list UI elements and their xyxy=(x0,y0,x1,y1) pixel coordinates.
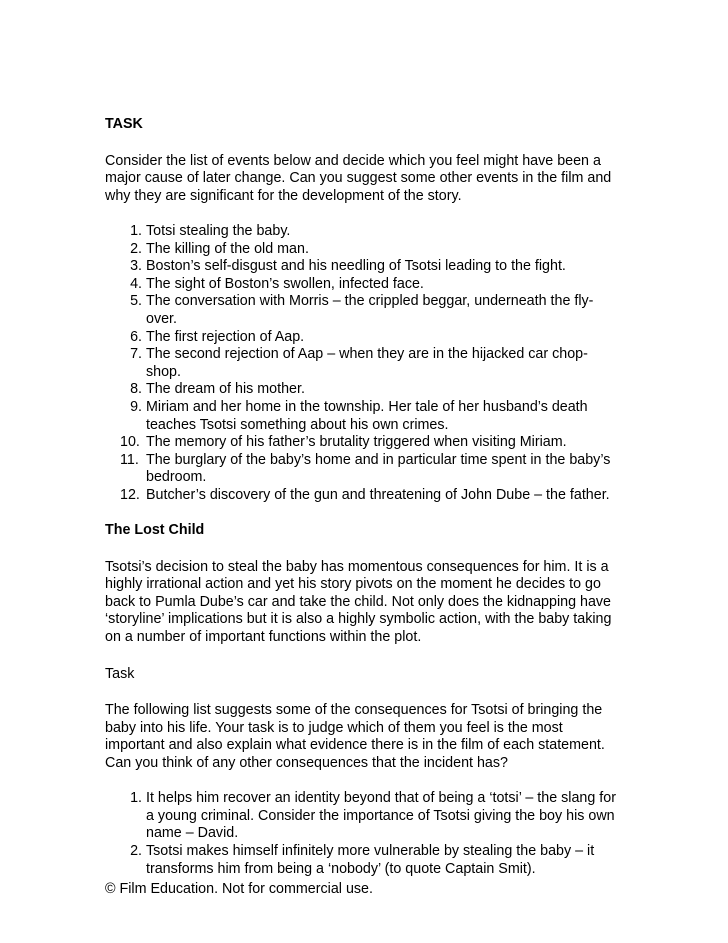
list-number: 5. xyxy=(130,293,142,310)
list-item xyxy=(105,293,625,328)
list-item-text: name – David. xyxy=(146,825,239,842)
task2-intro-paragraph xyxy=(105,702,625,772)
paragraph-line: important and also explain what evidence there is in the film of each statement. xyxy=(105,737,605,754)
list-item xyxy=(105,223,625,241)
list-item-text: Tsotsi makes himself infinitely more vulnerable by stealing the baby – it xyxy=(146,842,595,859)
list-item-text: The first rejection of Aap. xyxy=(146,328,305,345)
lost-child-paragraph xyxy=(105,559,625,647)
paragraph-line: on a number of important functions within the plot. xyxy=(105,629,422,646)
paragraph-line: ‘storyline’ implications but it is also a highly symbolic action, with the baby taking xyxy=(105,611,612,628)
list-number: 1. xyxy=(130,790,142,807)
list-number: 6. xyxy=(130,328,142,345)
list-item-text: Boston’s self-disgust and his needling of Tsotsi leading to the fight. xyxy=(146,258,566,275)
task-heading: TASK xyxy=(105,116,143,132)
list-item xyxy=(105,381,625,399)
events-list xyxy=(105,223,625,505)
paragraph-line: back to Pumla Dube’s car and take the child. Not only does the kidnapping have xyxy=(105,593,612,610)
list-item xyxy=(105,329,625,347)
list-item-text: teaches Tsotsi something about his own crimes. xyxy=(146,416,449,433)
list-item xyxy=(105,241,625,259)
list-item xyxy=(105,276,625,294)
list-item-text: Miriam and her home in the township. Her tale of her husband’s death xyxy=(146,398,588,415)
list-item-text: It helps him recover an identity beyond that of being a ‘totsi’ – the slang for xyxy=(146,790,616,807)
list-item xyxy=(105,452,625,487)
list-item xyxy=(105,346,625,381)
list-item xyxy=(105,399,625,434)
consequences-list xyxy=(105,790,625,878)
task2-heading: Task xyxy=(105,665,135,682)
list-item-text: The second rejection of Aap – when they are in the hijacked car chop- xyxy=(146,346,588,363)
list-number: 7. xyxy=(130,346,142,363)
task-intro-paragraph xyxy=(105,153,625,206)
list-item xyxy=(105,790,625,843)
list-item-text: The memory of his father’s brutality triggered when visiting Miriam. xyxy=(146,434,567,451)
list-item xyxy=(105,434,625,452)
list-number: 2. xyxy=(130,240,142,257)
list-number: 12. xyxy=(120,486,140,503)
list-item-text: The conversation with Morris – the crippled beggar, underneath the fly- xyxy=(146,293,594,310)
paragraph-line: baby into his life. Your task is to judge which of them you feel is the most xyxy=(105,719,563,736)
list-number: 3. xyxy=(130,258,142,275)
list-number: 9. xyxy=(130,398,142,415)
footer-copyright: © Film Education. Not for commercial use. xyxy=(105,881,373,897)
list-number: 1. xyxy=(130,222,142,239)
list-number: 10. xyxy=(120,434,140,451)
paragraph-line: Tsotsi’s decision to steal the baby has momentous consequences for him. It is a xyxy=(105,558,609,575)
paragraph-line: Can you think of any other consequences that the incident has? xyxy=(105,755,508,771)
list-item xyxy=(105,258,625,276)
document-body xyxy=(105,116,625,878)
list-item-text: transforms him from being a ‘nobody’ (to quote Captain Smit). xyxy=(146,860,536,877)
list-item-text: Totsi stealing the baby. xyxy=(146,222,291,239)
paragraph-line: The following list suggests some of the consequences for Tsotsi of bringing the xyxy=(105,702,603,719)
list-number: 8. xyxy=(130,381,142,398)
task-intro-line: major cause of later change. Can you suggest some other events in the film and xyxy=(105,170,612,187)
list-item-text: The burglary of the baby’s home and in particular time spent in the baby’s xyxy=(146,451,611,468)
list-number: 4. xyxy=(130,275,142,292)
list-item-text: bedroom. xyxy=(146,469,207,486)
list-item-text: The dream of his mother. xyxy=(146,381,305,398)
list-number: 2. xyxy=(130,842,142,859)
lost-child-heading: The Lost Child xyxy=(105,522,205,539)
list-item-text: a young criminal. Consider the importance of Tsotsi giving the boy his own xyxy=(146,807,615,824)
list-item-text: shop. xyxy=(146,363,181,380)
paragraph-line: highly irrational action and yet his story pivots on the moment he decides to go xyxy=(105,576,601,593)
list-item-text: The sight of Boston’s swollen, infected face. xyxy=(146,275,424,292)
list-number: 11. xyxy=(120,451,139,468)
list-item-text: The killing of the old man. xyxy=(146,240,309,257)
list-item xyxy=(105,487,625,505)
task-intro-line: Consider the list of events below and decide which you feel might have been a xyxy=(105,152,601,169)
list-item-text: over. xyxy=(146,310,177,327)
list-item-text: Butcher’s discovery of the gun and threatening of John Dube – the father. xyxy=(146,486,610,503)
list-item xyxy=(105,843,625,878)
task-intro-line: why they are significant for the development of the story. xyxy=(105,187,462,204)
